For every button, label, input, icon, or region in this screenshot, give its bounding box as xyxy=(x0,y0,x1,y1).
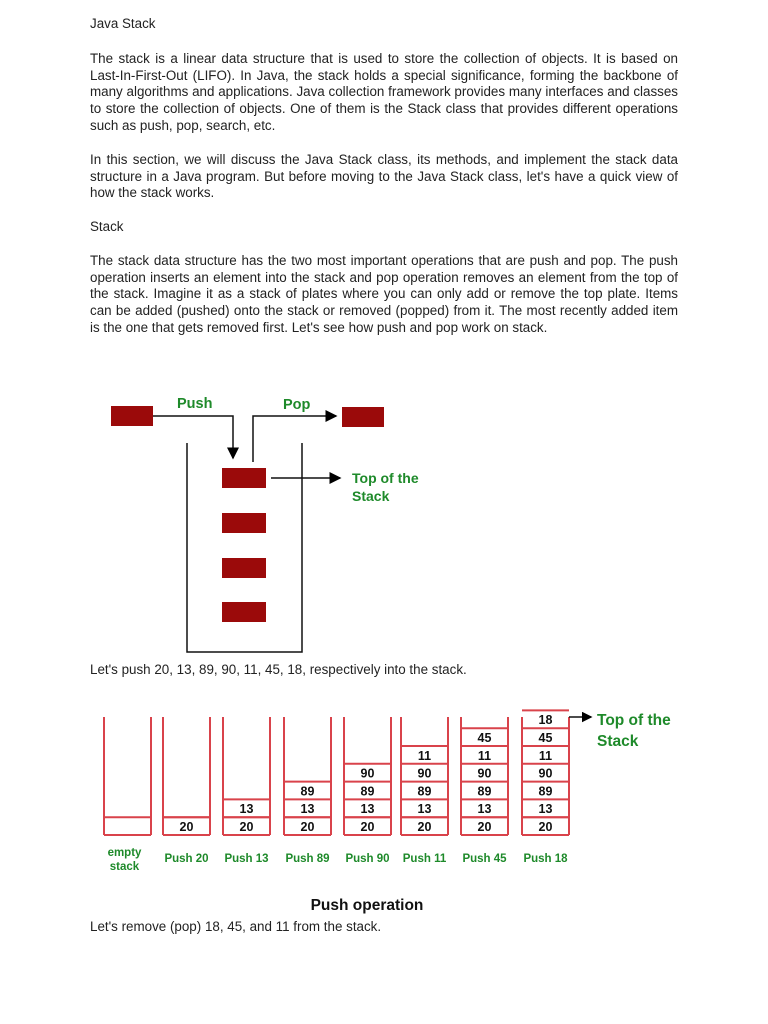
stack-label: empty xyxy=(107,847,142,859)
stack-label: Push 18 xyxy=(523,853,568,865)
top-of-stack-label-2: Stack xyxy=(352,488,390,504)
stack-label: Push 13 xyxy=(224,853,269,865)
stack-column xyxy=(461,717,508,865)
top-of-stack-label-b: Top of the xyxy=(597,712,671,729)
stack-column xyxy=(104,717,151,873)
stack-label: Push 45 xyxy=(462,853,507,865)
subheading-stack: Stack xyxy=(90,219,124,234)
stack-element xyxy=(222,513,266,533)
push-operation-diagram xyxy=(0,700,768,920)
stack-column xyxy=(163,717,210,865)
stack-value: 11 xyxy=(538,748,553,763)
pop-element xyxy=(342,407,384,427)
stack-value: 13 xyxy=(239,802,254,817)
stack-value: 20 xyxy=(477,820,492,834)
stack-value: 20 xyxy=(538,820,553,834)
push-arrow xyxy=(153,416,233,458)
stack-column xyxy=(284,717,331,865)
stack-label-2: stack xyxy=(109,861,140,873)
stack-value: 13 xyxy=(538,802,553,817)
push-operation-caption: Push operation xyxy=(310,897,424,914)
stack-value: 13 xyxy=(417,802,432,817)
pop-label: Pop xyxy=(283,397,311,413)
stack-element xyxy=(222,602,266,622)
stack-column xyxy=(522,710,569,865)
intro-paragraph: The stack is a linear data structure that is used to store the collection of objects. It is based on Last-In-First-Out (LIFO). In Java, the stack holds a special significance, forming the backbone of many algorithms and applications. Java collection framework provides many interfaces and classes to store the collection of objects. One of them is the Stack class that provides different operations such as push, pop, search, etc. xyxy=(90,51,678,133)
stack-value: 45 xyxy=(538,731,553,745)
stack-column xyxy=(401,717,448,865)
stack-value: 89 xyxy=(300,784,315,799)
stack-value: 13 xyxy=(300,802,315,817)
stack-value: 20 xyxy=(179,820,194,834)
stack-label: Push 90 xyxy=(345,853,390,865)
stack-value: 20 xyxy=(300,820,315,834)
stack-label: Push 11 xyxy=(402,853,447,865)
stack-value: 13 xyxy=(360,802,375,817)
stack-value: 13 xyxy=(477,802,492,817)
push-pop-diagram xyxy=(0,380,768,660)
push-intro-paragraph: Let's push 20, 13, 89, 90, 11, 45, 18, respectively into the stack. xyxy=(90,662,467,677)
stack-value: 90 xyxy=(538,766,553,781)
stack-value: 90 xyxy=(417,766,432,781)
stack-value: 90 xyxy=(477,766,492,781)
stack-value: 11 xyxy=(417,748,432,763)
stack-value: 45 xyxy=(477,731,492,745)
stack-value: 89 xyxy=(417,784,432,799)
stack-label: Push 89 xyxy=(285,853,330,865)
stack-label: Push 20 xyxy=(164,853,209,865)
push-element xyxy=(111,406,153,426)
stack-value: 89 xyxy=(538,784,553,799)
stack-column xyxy=(344,717,391,865)
stack-value: 20 xyxy=(417,820,432,834)
stack-value: 89 xyxy=(477,784,492,799)
top-of-stack-label: Top of the xyxy=(352,470,419,486)
section-paragraph: In this section, we will discuss the Java Stack class, its methods, and implement the stack data structure in a Java program. But before moving to the Java Stack class, let's have a quick view of how the stack works. xyxy=(90,152,678,201)
stack-value: 18 xyxy=(538,713,553,728)
page-title: Java Stack xyxy=(90,16,156,31)
stack-element-top xyxy=(222,468,266,488)
stacks-group xyxy=(104,710,569,873)
push-label: Push xyxy=(177,396,213,412)
stack-value: 20 xyxy=(360,820,375,834)
stack-value: 90 xyxy=(360,766,375,781)
stack-value: 20 xyxy=(239,820,254,834)
stack-value: 89 xyxy=(360,784,375,799)
stack-paragraph: The stack data structure has the two most important operations that are push and pop. The push operation inserts an element into the stack and pop operation removes an element from the top of the stack. Imagine it as a stack of plates where you can only add or remove the top plate. Items can be added (pushed) onto the stack or removed (popped) from it. The most recently added item is the one that gets removed first. Let's see how push and pop work on stack. xyxy=(90,253,678,335)
top-of-stack-label-b2: Stack xyxy=(597,733,639,750)
pop-intro-paragraph: Let's remove (pop) 18, 45, and 11 from the stack. xyxy=(90,919,382,934)
stack-element xyxy=(222,558,266,578)
stack-column xyxy=(223,717,270,865)
pop-arrow xyxy=(253,416,336,462)
stack-value: 11 xyxy=(477,748,492,763)
